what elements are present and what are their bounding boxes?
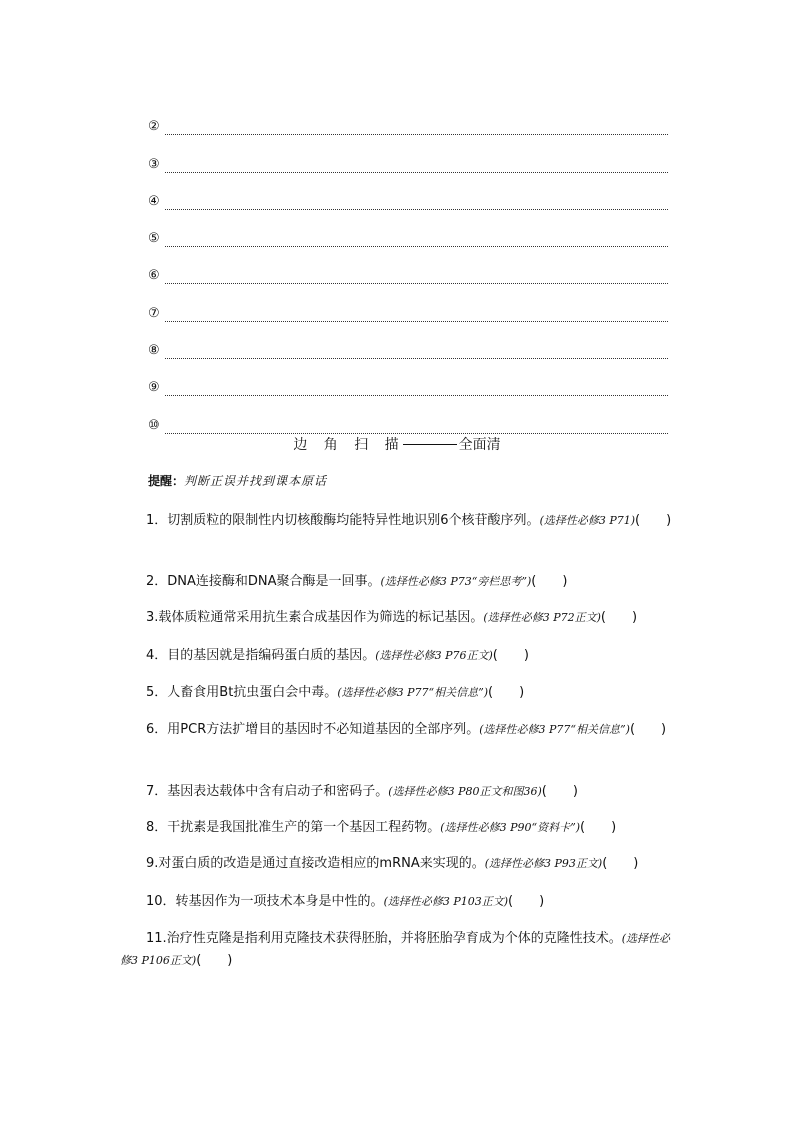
item-source: (选择性必修3 P73“旁栏思考”) <box>380 575 532 588</box>
item-number: 3. <box>146 610 159 625</box>
item-text: 切割质粒的限制性内切核酸酶均能特异性地识别6个核苷酸序列。 <box>167 513 540 528</box>
blank-line[interactable] <box>148 322 668 359</box>
blank-fill <box>165 232 668 247</box>
judgment-item <box>120 891 675 913</box>
item-text: 对蛋白质的改造是通过直接改造相应的mRNA来实现的。 <box>158 856 485 871</box>
answer-parens[interactable]: ( ) <box>600 610 638 625</box>
item-source: (选择性必修3 P77“相关信息”) <box>337 686 489 699</box>
blank-line[interactable] <box>148 396 668 433</box>
item-source: (选择性必修3 P72正文) <box>483 611 601 624</box>
section-title-suffix: 全面清 <box>458 437 501 453</box>
section-title <box>0 434 794 454</box>
blank-number: ③ <box>148 156 160 172</box>
answer-parens[interactable]: ( ) <box>635 513 672 528</box>
item-source: (选择性必修3 P71) <box>539 514 636 527</box>
answer-parens[interactable]: ( ) <box>629 722 667 737</box>
judgment-item <box>120 719 675 741</box>
answer-parens[interactable]: ( ) <box>602 856 639 871</box>
item-source: (选择性必修3 P103正文) <box>383 895 509 908</box>
item-source: (选择性必修3 P106正文) <box>120 932 670 967</box>
item-number: 8． <box>146 820 168 835</box>
item-text: 干扰素是我国批准生产的第一个基因工程药物。 <box>167 820 441 835</box>
blank-line[interactable] <box>148 173 668 210</box>
blank-number: ⑧ <box>148 343 160 359</box>
blank-line[interactable] <box>148 247 668 284</box>
answer-parens[interactable]: ( ) <box>541 784 578 799</box>
judgment-item <box>120 510 675 532</box>
judgment-item <box>120 928 675 972</box>
blank-fill <box>165 381 668 396</box>
item-source: (选择性必修3 P93正文) <box>484 857 603 870</box>
blank-number: ⑤ <box>148 231 160 247</box>
judgment-item <box>120 781 675 803</box>
answer-parens[interactable]: ( ) <box>196 953 233 968</box>
item-number: 7． <box>146 784 168 799</box>
blank-fill <box>165 419 668 434</box>
answer-blank-lines <box>148 98 668 434</box>
item-text: 载体质粒通常采用抗生素合成基因作为筛选的标记基因。 <box>158 610 484 625</box>
item-text: 治疗性克隆是指利用克隆技术获得胚胎，并将胚胎孕育成为个体的克隆性技术。 <box>166 931 622 946</box>
item-text: 基因表达载体中含有启动子和密码子。 <box>167 784 389 799</box>
blank-fill <box>165 195 668 210</box>
item-text: DNA连接酶和DNA聚合酶是一回事。 <box>167 574 381 589</box>
answer-parens[interactable]: ( ) <box>531 574 568 589</box>
title-dash <box>403 444 457 445</box>
item-number: 4． <box>146 648 168 663</box>
item-source: (选择性必修3 P80正文和图36) <box>388 785 542 798</box>
judgment-item <box>120 607 675 629</box>
blank-line[interactable] <box>148 135 668 172</box>
tip-label: 提醒： <box>148 474 185 488</box>
section-title-text: 边 角 扫 描 <box>293 437 405 453</box>
item-number: 11. <box>146 931 167 946</box>
item-number: 6． <box>146 722 168 737</box>
blank-line[interactable] <box>148 284 668 321</box>
answer-parens[interactable]: ( ) <box>488 685 525 700</box>
tip-line <box>148 472 327 489</box>
item-text: 用PCR方法扩增目的基因时不必知道基因的全部序列。 <box>167 722 480 737</box>
blank-fill <box>165 120 668 135</box>
item-number: 5． <box>146 685 168 700</box>
blank-number: ⑩ <box>148 417 160 433</box>
item-number: 1． <box>146 513 168 528</box>
item-source: (选择性必修3 P76正文) <box>375 649 493 662</box>
item-source: (选择性必修3 P77“相关信息”) <box>479 723 630 736</box>
item-number: 10． <box>146 894 176 909</box>
blank-number: ② <box>148 119 160 135</box>
answer-parens[interactable]: ( ) <box>492 648 529 663</box>
blank-fill <box>165 344 668 359</box>
tip-text: 判断正误并找到课本原话 <box>184 474 328 488</box>
item-text: 转基因作为一项技术本身是中性的。 <box>175 894 384 909</box>
blank-number: ④ <box>148 193 160 209</box>
blank-line[interactable] <box>148 359 668 396</box>
item-text: 人畜食用Bt抗虫蛋白会中毒。 <box>167 685 338 700</box>
item-source: (选择性必修3 P90“资料卡”) <box>440 821 581 834</box>
blank-fill <box>165 269 668 284</box>
item-number: 9. <box>146 856 159 871</box>
item-text: 目的基因就是指编码蛋白质的基因。 <box>167 648 376 663</box>
judgment-item <box>120 853 675 875</box>
answer-parens[interactable]: ( ) <box>580 820 617 835</box>
blank-fill <box>165 307 668 322</box>
blank-line[interactable] <box>148 98 668 135</box>
blank-fill <box>165 158 668 173</box>
blank-number: ⑥ <box>148 268 160 284</box>
blank-number: ⑦ <box>148 305 160 321</box>
judgment-item <box>120 817 675 839</box>
judgment-item <box>120 682 675 704</box>
judgment-item <box>120 571 675 593</box>
blank-number: ⑨ <box>148 380 160 396</box>
answer-parens[interactable]: ( ) <box>508 894 545 909</box>
item-number: 2． <box>146 574 168 589</box>
judgment-item <box>120 645 675 667</box>
blank-line[interactable] <box>148 210 668 247</box>
